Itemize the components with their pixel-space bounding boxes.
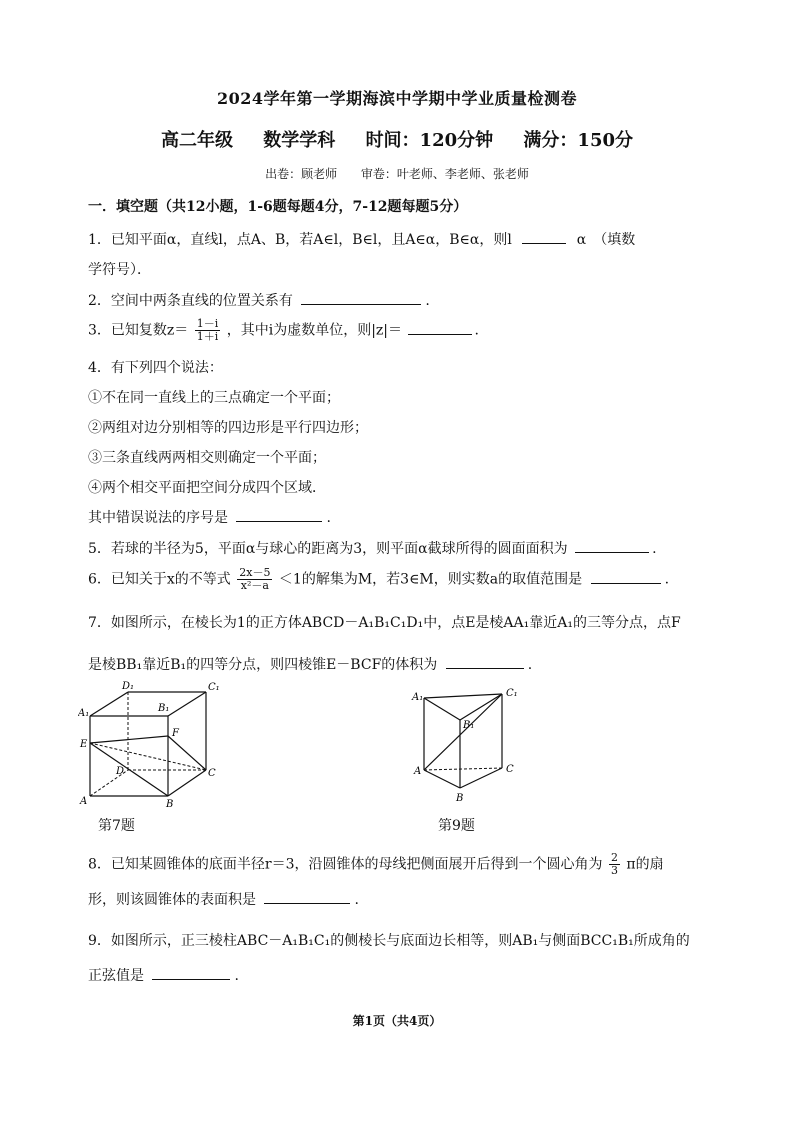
- question-3-text: 3．已知复数z＝: [88, 322, 189, 339]
- section-heading: 一．填空题（共12小题，1-6题每题4分，7-12题每题5分）: [88, 199, 468, 215]
- question-1: [88, 229, 635, 249]
- answer-blank-4[interactable]: [236, 507, 322, 522]
- exam-title: 2024学年第一学期海滨中学期中学业质量检测卷: [216, 89, 578, 108]
- question-4-ask: 其中错误说法的序号是 .: [88, 507, 331, 527]
- fraction-angle-den: 3: [610, 864, 618, 877]
- question-3: 3．已知复数z＝ $\frac{1-i}{1+i}$ ，其中i为虚数单位，则|z|＝ .: [88, 317, 479, 343]
- fraction-z-den: 1＋i: [196, 330, 219, 343]
- question-5-text: 5．若球的半径为5，平面α与球心的距离为3，则平面α截球所得的圆面面积为: [88, 541, 568, 557]
- label-d: D: [116, 766, 125, 777]
- question-5: 5．若球的半径为5，平面α与球心的距离为3，则平面α截球所得的圆面面积为 .: [88, 538, 657, 558]
- question-6: 6．已知关于x的不等式 $\frac{2x-5}{\text{x²－a}}$ ＜1的解集为M，若3∈M，则实数a的取值范围是 .: [88, 566, 670, 592]
- question-7-cont: 是棱BB₁靠近B₁的四等分点，则四棱锥E－BCF的体积为 .: [88, 654, 532, 674]
- question-4-ask-text: 其中错误说法的序号是: [88, 510, 228, 526]
- answer-blank-3[interactable]: [408, 320, 472, 335]
- grade-label: 高二年级: [161, 130, 233, 151]
- question-1-text: 1．已知平面α，直线l，点A、B，若A∈l，B∈l，且A∈α，B∈α，则l: [88, 232, 512, 248]
- segment-ec-hidden: [90, 743, 206, 770]
- label-c: C: [208, 768, 216, 779]
- answer-blank-8[interactable]: [264, 889, 350, 904]
- reviewer-label: 审卷：叶老师、李老师、张老师: [360, 167, 529, 181]
- statement-3: ③三条直线两两相交则确定一个平面；: [88, 450, 326, 466]
- label-b: B: [166, 799, 174, 810]
- exam-subtitle: [0, 126, 794, 152]
- segment-fc: [168, 736, 206, 770]
- label-c1: C₁: [506, 688, 518, 699]
- fraction-inequality-den: x²－a: [240, 579, 269, 592]
- fraction-z-num: 1－i: [196, 317, 219, 330]
- label-c: C: [506, 764, 514, 775]
- statement-2: ②两组对边分别相等的四边形是平行四边形；: [88, 420, 368, 436]
- question-3-text-b: ，其中i为虚数单位，则|z|＝: [226, 322, 403, 339]
- figure-7-caption: 第7题: [98, 818, 135, 834]
- fraction-angle: [609, 852, 620, 877]
- answer-blank-6[interactable]: [591, 569, 661, 584]
- figure-7-cube: [78, 680, 238, 810]
- figure-9-prism: [408, 684, 538, 809]
- time-label: 时间：120分钟: [365, 130, 494, 151]
- label-d1: D₁: [122, 681, 135, 692]
- question-9: 9．如图所示，正三棱柱ABC－A₁B₁C₁的侧棱长与底面边长相等，则AB₁与侧面BCC₁B₁所成角的: [88, 933, 690, 949]
- subject-label: 数学学科: [263, 130, 336, 151]
- question-1-text-b: α （填数: [576, 232, 636, 248]
- edge-a1d1: [90, 692, 128, 716]
- label-e: E: [80, 739, 88, 750]
- answer-blank-9[interactable]: [152, 965, 230, 980]
- label-b1: B₁: [463, 720, 475, 731]
- label-b1: B₁: [158, 703, 170, 714]
- segment-eb: [90, 743, 168, 796]
- edge-ab: [424, 770, 460, 788]
- label-f: F: [172, 728, 179, 739]
- question-8-text: 8．已知某圆锥体的底面半径r＝3，沿圆锥体的母线把侧面展开后得到一个圆心角为: [88, 856, 603, 873]
- answer-blank-2[interactable]: [301, 290, 421, 305]
- fraction-inequality: [237, 567, 272, 592]
- question-9-cont: 正弦值是 .: [88, 965, 239, 985]
- statement-4: ④两个相交平面把空间分成四个区域．: [88, 480, 326, 496]
- label-c1: C₁: [208, 682, 220, 693]
- fraction-angle-num: 2: [610, 851, 618, 864]
- question-9-text-b: 正弦值是: [88, 968, 144, 984]
- label-b: B: [456, 793, 464, 804]
- question-6-text: 6．已知关于x的不等式: [88, 571, 231, 588]
- question-4: 4．有下列四个说法：: [88, 360, 223, 376]
- fraction-inequality-num: 2x－5: [239, 566, 271, 579]
- edge-bc: [460, 768, 502, 788]
- question-8-cont: 形，则该圆锥体的表面积是 .: [88, 889, 359, 909]
- segment-ef: [90, 736, 168, 743]
- figure-9-caption: 第9题: [438, 818, 475, 834]
- edge-bc: [168, 770, 206, 796]
- edge-ac-hidden: [424, 768, 502, 770]
- question-8-text-c: 形，则该圆锥体的表面积是: [88, 892, 256, 908]
- score-label: 满分：150分: [523, 130, 633, 151]
- question-1-cont: 学符号）．: [88, 262, 151, 278]
- page-footer: 第1页（共4页）: [352, 1014, 442, 1028]
- question-7: 7．如图所示，在棱长为1的正方体ABCD－A₁B₁C₁D₁中，点E是棱AA₁靠近A₁的三等分点，点F: [88, 615, 681, 631]
- edge-b1c1: [168, 692, 206, 716]
- answer-blank-7[interactable]: [446, 654, 524, 669]
- fraction-z: [195, 318, 221, 343]
- setter-label: 出卷：顾老师: [265, 167, 338, 181]
- label-a: A: [414, 766, 422, 777]
- question-7-text-b: 是棱BB₁靠近B₁的四等分点，则四棱锥E－BCF的体积为: [88, 657, 438, 673]
- exam-setters: [0, 165, 794, 182]
- statement-1: ①不在同一直线上的三点确定一个平面；: [88, 390, 340, 406]
- edge-b1c1: [460, 694, 502, 720]
- question-8: [88, 852, 664, 877]
- question-2-text: 2．空间中两条直线的位置关系有: [88, 293, 293, 309]
- label-a1: A₁: [78, 708, 90, 719]
- edge-a1b1: [424, 698, 460, 720]
- label-a: A: [80, 796, 88, 807]
- answer-blank-5[interactable]: [575, 538, 649, 553]
- question-8-text-b: π的扇: [626, 856, 664, 873]
- question-2: 2．空间中两条直线的位置关系有 .: [88, 290, 430, 310]
- question-6-text-b: ＜1的解集为M，若3∈M，则实数a的取值范围是: [278, 571, 583, 588]
- label-a1: A₁: [412, 692, 424, 703]
- edge-a1c1: [424, 694, 502, 698]
- answer-blank-1[interactable]: [522, 229, 566, 244]
